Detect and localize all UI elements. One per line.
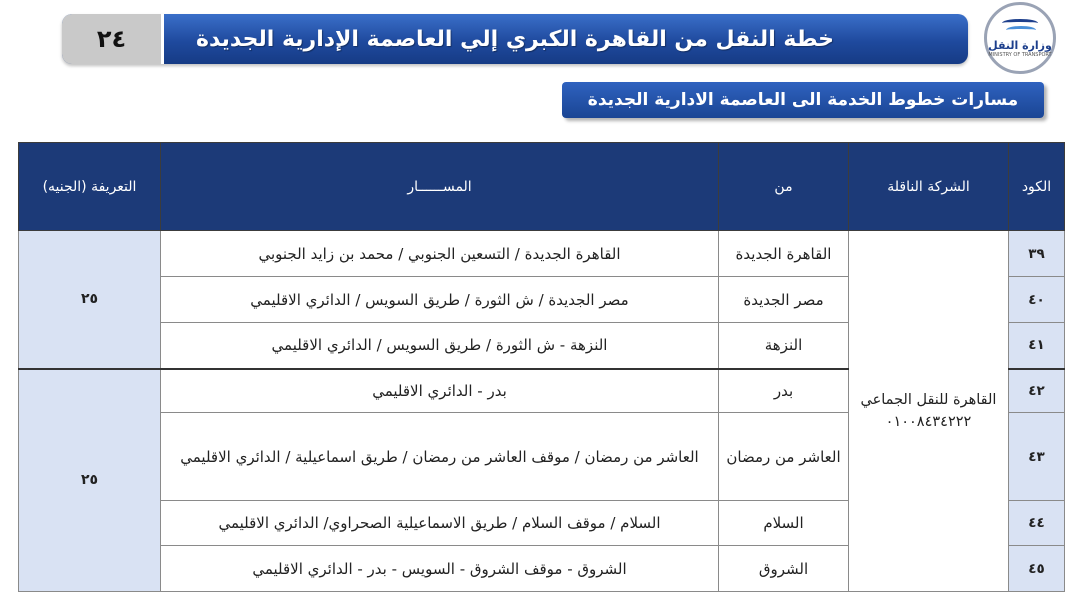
logo-wave-icon [1000, 17, 1040, 39]
header-code: الكود [1009, 143, 1065, 231]
header-bar [62, 14, 968, 64]
company-phone: ٠١٠٠٨٤٣٤٢٢٢ [885, 414, 972, 430]
row-from: العاشر من رمضان [719, 413, 849, 501]
table-header-row [19, 143, 1065, 231]
fare-cell: ٢٥ [19, 231, 161, 369]
logo-subtext: MINISTRY OF TRANSPORT [988, 52, 1052, 58]
row-route: العاشر من رمضان / موقف العاشر من رمضان / طريق اسماعيلية / الدائري الاقليمي [161, 413, 719, 501]
row-from: النزهة [719, 323, 849, 369]
table-row [19, 231, 1065, 277]
row-code: ٤٠ [1009, 277, 1065, 323]
ministry-logo [984, 2, 1056, 74]
header-fare: التعريفة (الجنيه) [19, 143, 161, 231]
row-from: الشروق [719, 546, 849, 592]
page-number: ٢٤ [62, 14, 164, 64]
company-name: القاهرة للنقل الجماعي [860, 392, 997, 408]
header-company: الشركة الناقلة [849, 143, 1009, 231]
row-route: مصر الجديدة / ش الثورة / طريق السويس / الدائري الاقليمي [161, 277, 719, 323]
header-route: المســــــار [161, 143, 719, 231]
row-code: ٤٤ [1009, 501, 1065, 546]
row-code: ٤٢ [1009, 369, 1065, 413]
section-subtitle: مسارات خطوط الخدمة الى العاصمة الادارية الجديدة [562, 82, 1044, 118]
row-code: ٣٩ [1009, 231, 1065, 277]
page-title: خطة النقل من القاهرة الكبري إلي العاصمة الإدارية الجديدة [195, 26, 835, 52]
row-code: ٤١ [1009, 323, 1065, 369]
row-from: السلام [719, 501, 849, 546]
row-from: بدر [719, 369, 849, 413]
logo-name: وزارة النقل [988, 39, 1052, 52]
row-route: بدر - الدائري الاقليمي [161, 369, 719, 413]
row-from: القاهرة الجديدة [719, 231, 849, 277]
row-route: القاهرة الجديدة / التسعين الجنوبي / محمد بن زايد الجنوبي [161, 231, 719, 277]
row-from: مصر الجديدة [719, 277, 849, 323]
company-cell [849, 231, 1009, 592]
row-code: ٤٣ [1009, 413, 1065, 501]
row-code: ٤٥ [1009, 546, 1065, 592]
row-route: النزهة - ش الثورة / طريق السويس / الدائري الاقليمي [161, 323, 719, 369]
fare-cell: ٢٥ [19, 369, 161, 592]
row-route: السلام / موقف السلام / طريق الاسماعيلية الصحراوي/ الدائري الاقليمي [161, 501, 719, 546]
routes-table [18, 142, 1065, 592]
header-from: من [719, 143, 849, 231]
row-route: الشروق - موقف الشروق - السويس - بدر - الدائري الاقليمي [161, 546, 719, 592]
